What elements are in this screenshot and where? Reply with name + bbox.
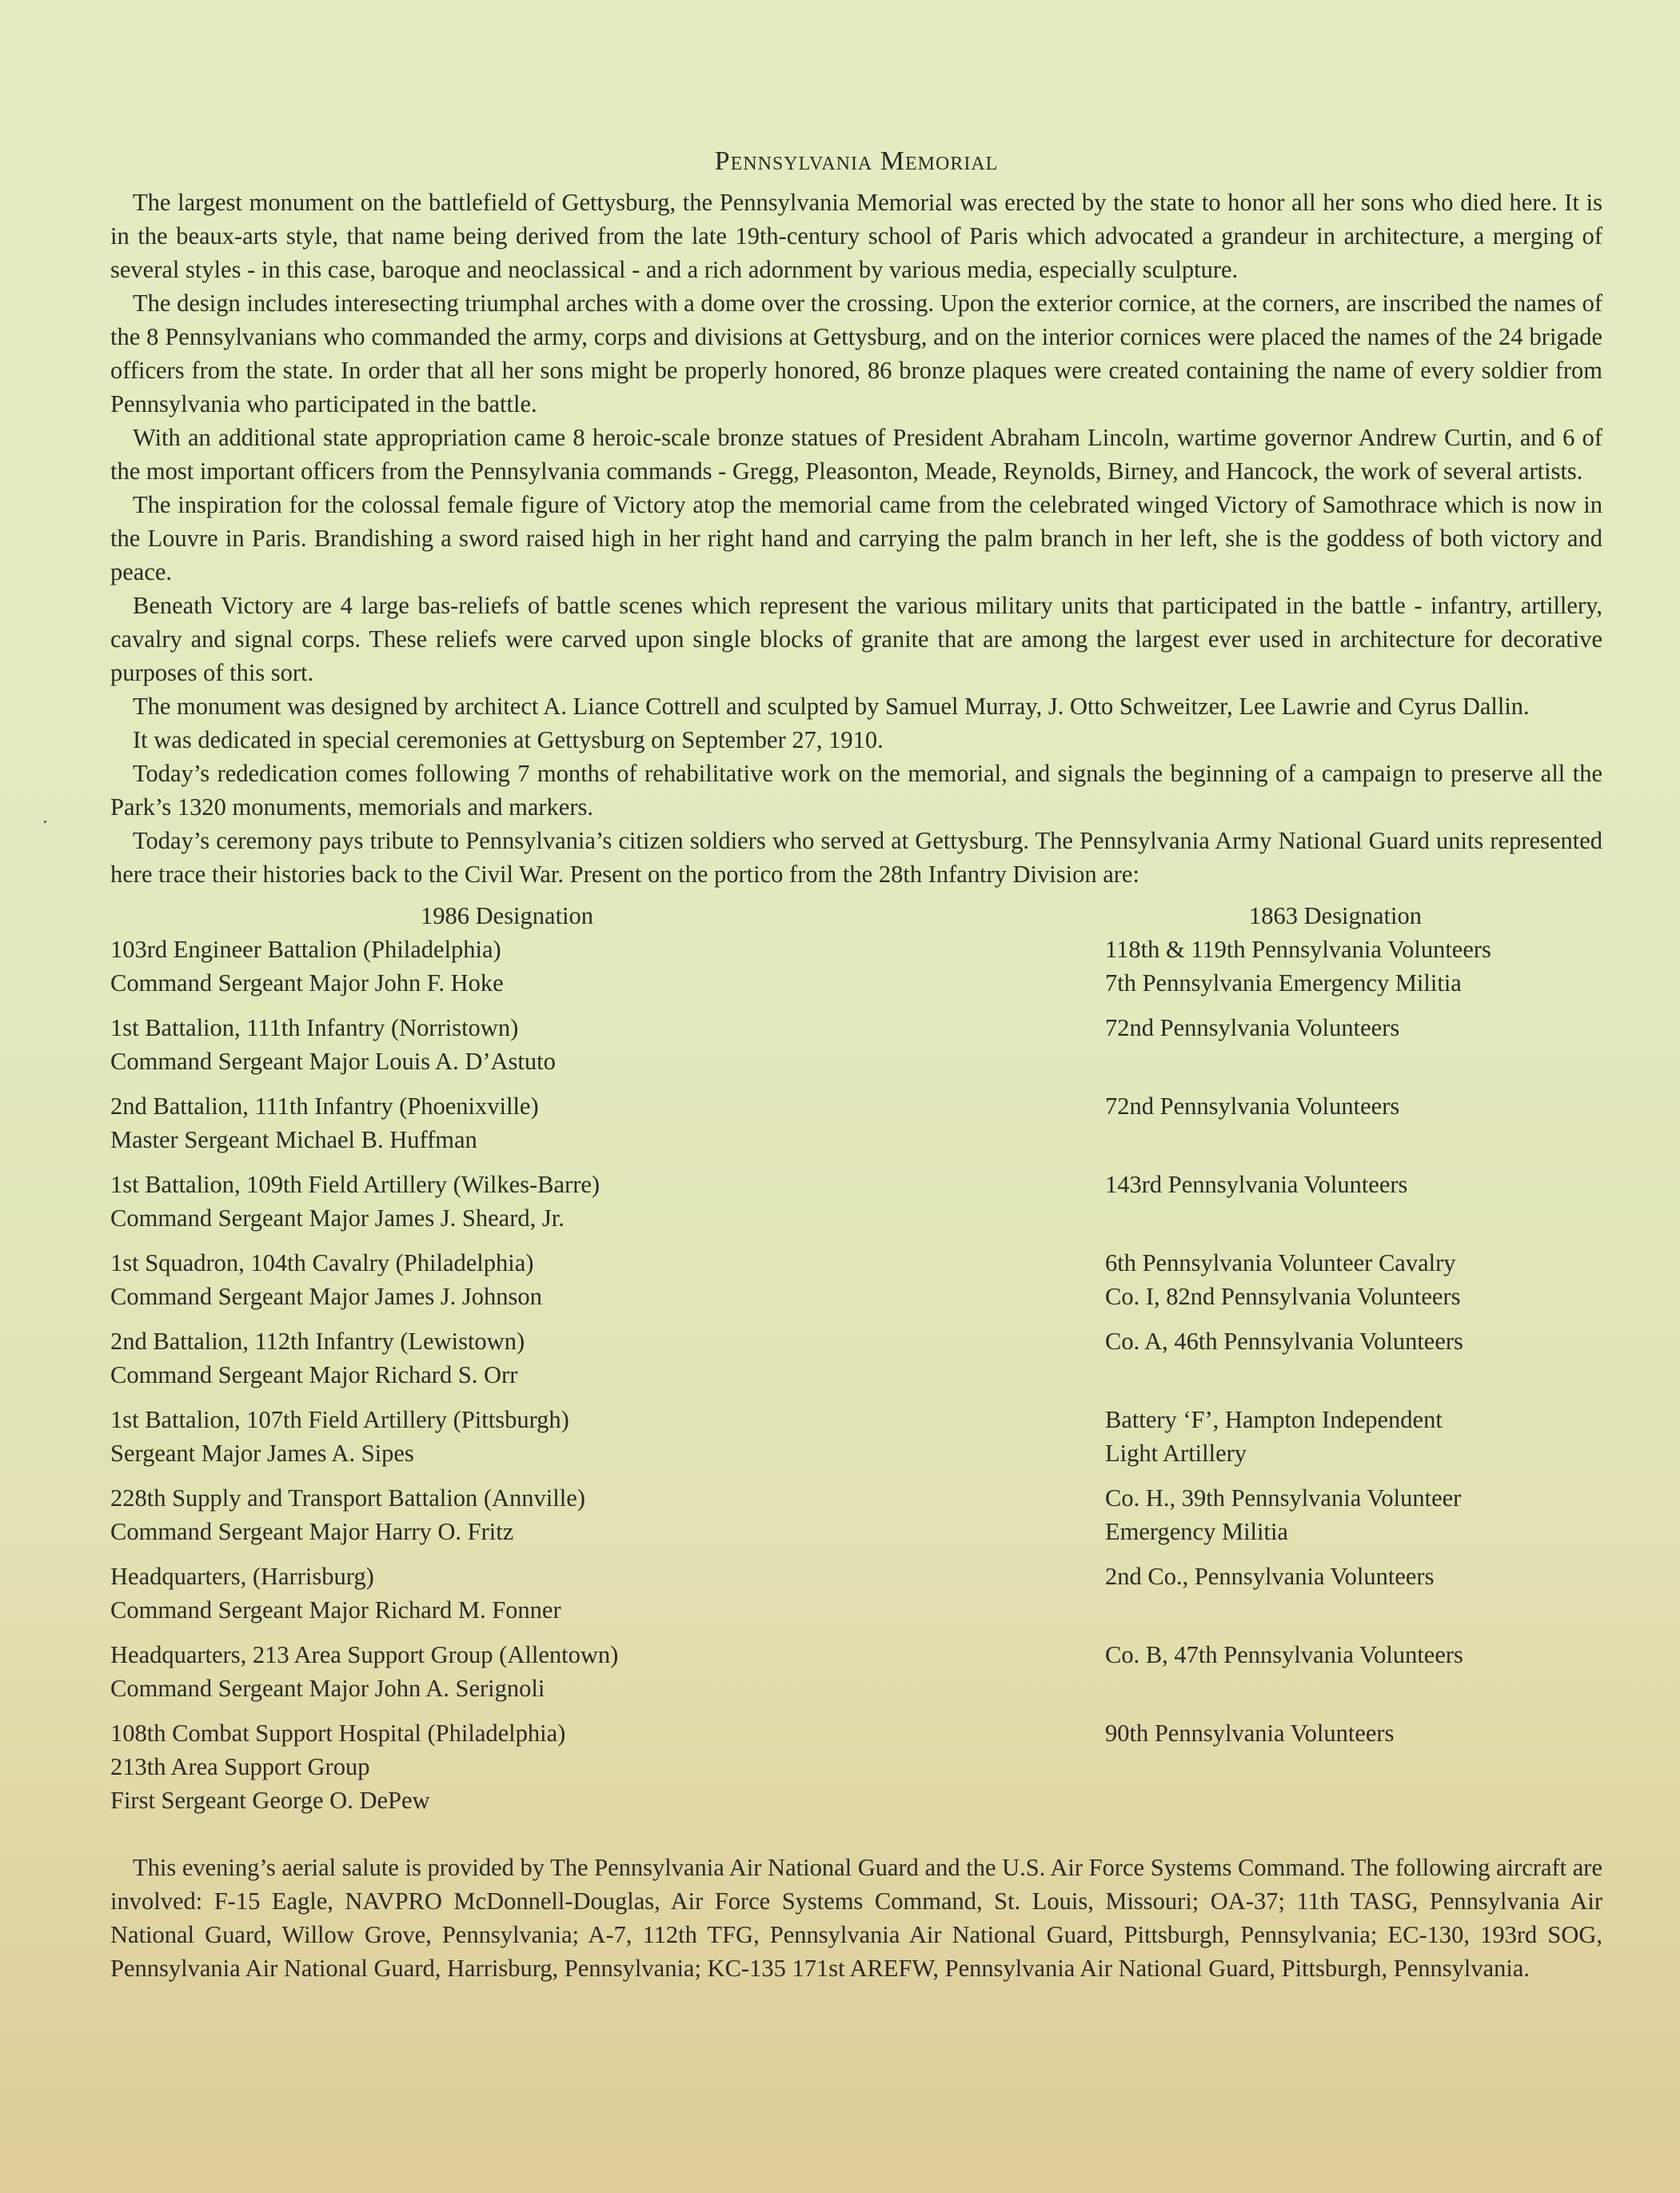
unit-1986-line: Command Sergeant Major Louis A. D’Astuto xyxy=(110,1048,556,1075)
table-row xyxy=(110,1011,1602,1078)
designation-rows xyxy=(110,933,1602,1817)
page-title: Pennsylvania Memorial xyxy=(714,146,999,176)
designation-1863-cell xyxy=(1105,1089,1602,1156)
table-row xyxy=(110,1324,1602,1392)
unit-1986-line: Command Sergeant Major Richard S. Orr xyxy=(110,1361,518,1388)
designation-1986-cell xyxy=(110,1403,1105,1470)
unit-1986-line: 2nd Battalion, 112th Infantry (Lewistown) xyxy=(110,1328,525,1355)
unit-1986-line: Command Sergeant Major James J. Sheard, Jr. xyxy=(110,1204,565,1232)
unit-1863-line: 90th Pennsylvania Volunteers xyxy=(1105,1720,1395,1747)
header-1863: 1863 Designation xyxy=(1249,902,1423,929)
unit-1986-line: 2nd Battalion, 111th Infantry (Phoenixville) xyxy=(110,1093,539,1120)
paragraph-rededication: Today’s rededication comes following 7 months of rehabilitative work on the memorial, and signals the beginning of a campaign to preserve all the Park’s 1320 monuments, memorials and markers. xyxy=(110,760,1602,821)
designation-headers xyxy=(110,899,1602,933)
unit-1863-line: 6th Pennsylvania Volunteer Cavalry xyxy=(1105,1249,1456,1276)
unit-1863-line: 7th Pennsylvania Emergency Militia xyxy=(1105,969,1462,997)
unit-1986-line: Headquarters, (Harrisburg) xyxy=(110,1563,374,1590)
unit-1863-line: 72nd Pennsylvania Volunteers xyxy=(1105,1014,1400,1041)
designation-1863-cell xyxy=(1105,1324,1602,1392)
designation-1986-cell xyxy=(110,1089,1105,1156)
paragraph-design: The design includes interesecting triumphal arches with a dome over the crossing. Upon the exterior cornice, at the corners, are inscribed the names of the 8 Pennsylvanians who commanded the army, corps and divisions at Gettysburg, and on the interior cornices were placed the names of the 24 brigade officers from the state. In order that all her sons might be properly honored, 86 bronze plaques were created containing the name of every soldier from Pennsylvania who participated in the battle. xyxy=(110,290,1602,417)
paragraph-intro: The largest monument on the battlefield of Gettysburg, the Pennsylvania Memorial was erected by the state to honor all her sons who died here. It is in the beaux-arts style, that name being derived from the late 19th-century school of Paris which advocated a grandeur in architecture, a merging of several styles - in this case, baroque and neoclassical - and a rich adornment by various media, especially sculpture. xyxy=(110,189,1602,283)
unit-1986-line: Master Sergeant Michael B. Huffman xyxy=(110,1126,477,1153)
designation-1863-cell xyxy=(1105,1246,1602,1313)
table-row xyxy=(110,1638,1602,1705)
unit-1986-line: Command Sergeant Major John F. Hoke xyxy=(110,969,504,997)
paragraph-dedication: It was dedicated in special ceremonies at Gettysburg on September 27, 1910. xyxy=(133,726,884,753)
header-1986: 1986 Designation xyxy=(421,902,594,929)
unit-1986-line: 1st Battalion, 111th Infantry (Norristown) xyxy=(110,1014,519,1041)
unit-1986-line: Command Sergeant Major Richard M. Fonner xyxy=(110,1596,561,1624)
designation-1863-cell xyxy=(1105,1716,1602,1817)
table-row xyxy=(110,1403,1602,1470)
designation-1863-cell xyxy=(1105,1481,1602,1548)
designation-table xyxy=(110,899,1602,1817)
unit-1986-line: 108th Combat Support Hospital (Philadelphia) xyxy=(110,1720,566,1747)
paper-speck xyxy=(44,821,46,823)
unit-1863-line: 118th & 119th Pennsylvania Volunteers xyxy=(1105,936,1491,963)
paragraph-ceremony: Today’s ceremony pays tribute to Pennsylvania’s citizen soldiers who served at Gettysburg. The Pennsylvania Army National Guard units represented here trace their histories back to the Civil War. Present on the portico from the 28th Infantry Division are: xyxy=(110,827,1602,888)
unit-1986-line: 228th Supply and Transport Battalion (Annville) xyxy=(110,1484,585,1512)
unit-1986-line: Command Sergeant Major John A. Serignoli xyxy=(110,1675,545,1702)
table-row xyxy=(110,1246,1602,1313)
unit-1863-line: Co. A, 46th Pennsylvania Volunteers xyxy=(1105,1328,1463,1355)
designation-1986-cell xyxy=(110,1481,1105,1548)
unit-1863-line: 143rd Pennsylvania Volunteers xyxy=(1105,1171,1408,1198)
designation-1986-cell xyxy=(110,1246,1105,1313)
unit-1986-line: 213th Area Support Group xyxy=(110,1753,370,1780)
designation-1986-cell xyxy=(110,1168,1105,1235)
designation-1986-cell xyxy=(110,1560,1105,1627)
table-row xyxy=(110,933,1602,1000)
designation-1986-cell xyxy=(110,933,1105,1000)
paragraph-designers: The monument was designed by architect A. Liance Cottrell and sculpted by Samuel Murray, J. Otto Schweitzer, Lee Lawrie and Cyrus Dallin. xyxy=(133,693,1530,720)
unit-1986-line: Sergeant Major James A. Sipes xyxy=(110,1440,414,1467)
unit-1863-line: Battery ‘F’, Hampton Independent xyxy=(1105,1406,1443,1433)
paragraph-aerial-salute: This evening’s aerial salute is provided by The Pennsylvania Air National Guard and the U.S. Air Force Systems Command. The following aircraft are involved: F-15 Eagle, NAVPRO McDonnell-Douglas, Air Force Systems Command, St. Louis, Missouri; OA-37; 11th TASG, Pennsylvania Air National Guard, Willow Grove, Pennsylvania; A-7, 112th TFG, Pennsylvania Air National Guard, Pittsburgh, Pennsylvania; EC-130, 193rd SOG, Pennsylvania Air National Guard, Harrisburg, Pennsylvania; KC-135 171st AREFW, Pennsylvania Air National Guard, Pittsburgh, Pennsylvania. xyxy=(110,1854,1602,1982)
designation-1986-cell xyxy=(110,1638,1105,1705)
designation-1863-cell xyxy=(1105,1403,1602,1470)
unit-1863-line: 72nd Pennsylvania Volunteers xyxy=(1105,1093,1400,1120)
designation-1863-cell xyxy=(1105,1638,1602,1705)
paragraph-reliefs: Beneath Victory are 4 large bas-reliefs of battle scenes which represent the various military units that participated in the battle - infantry, artillery, cavalry and signal corps. These reliefs were carved upon single blocks of granite that are among the largest ever used in architecture for decorative purposes of this sort. xyxy=(110,592,1602,686)
table-row xyxy=(110,1481,1602,1548)
unit-1863-line: Co. B, 47th Pennsylvania Volunteers xyxy=(1105,1641,1463,1668)
designation-1863-cell xyxy=(1105,1168,1602,1235)
unit-1863-line: 2nd Co., Pennsylvania Volunteers xyxy=(1105,1563,1435,1590)
unit-1863-line: Co. I, 82nd Pennsylvania Volunteers xyxy=(1105,1283,1461,1310)
unit-1986-line: First Sergeant George O. DePew xyxy=(110,1787,430,1814)
paragraph-statues: With an additional state appropriation came 8 heroic-scale bronze statues of President Abraham Lincoln, wartime governor Andrew Curtin, and 6 of the most important officers from the Pennsylvania commands - Gregg, Pleasonton, Meade, Reynolds, Birney, and Hancock, the work of several artists. xyxy=(110,424,1602,485)
designation-1863-cell xyxy=(1105,1560,1602,1627)
table-row xyxy=(110,1560,1602,1627)
designation-1986-cell xyxy=(110,1324,1105,1392)
unit-1986-line: 1st Battalion, 109th Field Artillery (Wilkes-Barre) xyxy=(110,1171,601,1198)
unit-1986-line: Headquarters, 213 Area Support Group (Allentown) xyxy=(110,1641,619,1668)
designation-1986-cell xyxy=(110,1716,1105,1817)
table-row xyxy=(110,1089,1602,1156)
table-row xyxy=(110,1168,1602,1235)
unit-1863-line: Emergency Militia xyxy=(1105,1518,1288,1545)
unit-1863-line: Co. H., 39th Pennsylvania Volunteer xyxy=(1105,1484,1462,1512)
document-page xyxy=(110,144,1602,1985)
unit-1986-line: 103rd Engineer Battalion (Philadelphia) xyxy=(110,936,501,963)
paragraph-victory: The inspiration for the colossal female figure of Victory atop the memorial came from the celebrated winged Victory of Samothrace which is now in the Louvre in Paris. Brandishing a sword raised high in her right hand and carrying the palm branch in her left, she is the goddess of both victory and peace. xyxy=(110,491,1602,585)
designation-1863-cell xyxy=(1105,933,1602,1000)
table-row xyxy=(110,1716,1602,1817)
unit-1986-line: 1st Squadron, 104th Cavalry (Philadelphia) xyxy=(110,1249,534,1276)
unit-1986-line: 1st Battalion, 107th Field Artillery (Pittsburgh) xyxy=(110,1406,569,1433)
designation-1863-cell xyxy=(1105,1011,1602,1078)
unit-1986-line: Command Sergeant Major Harry O. Fritz xyxy=(110,1518,514,1545)
unit-1986-line: Command Sergeant Major James J. Johnson xyxy=(110,1283,542,1310)
designation-1986-cell xyxy=(110,1011,1105,1078)
unit-1863-line: Light Artillery xyxy=(1105,1440,1247,1467)
